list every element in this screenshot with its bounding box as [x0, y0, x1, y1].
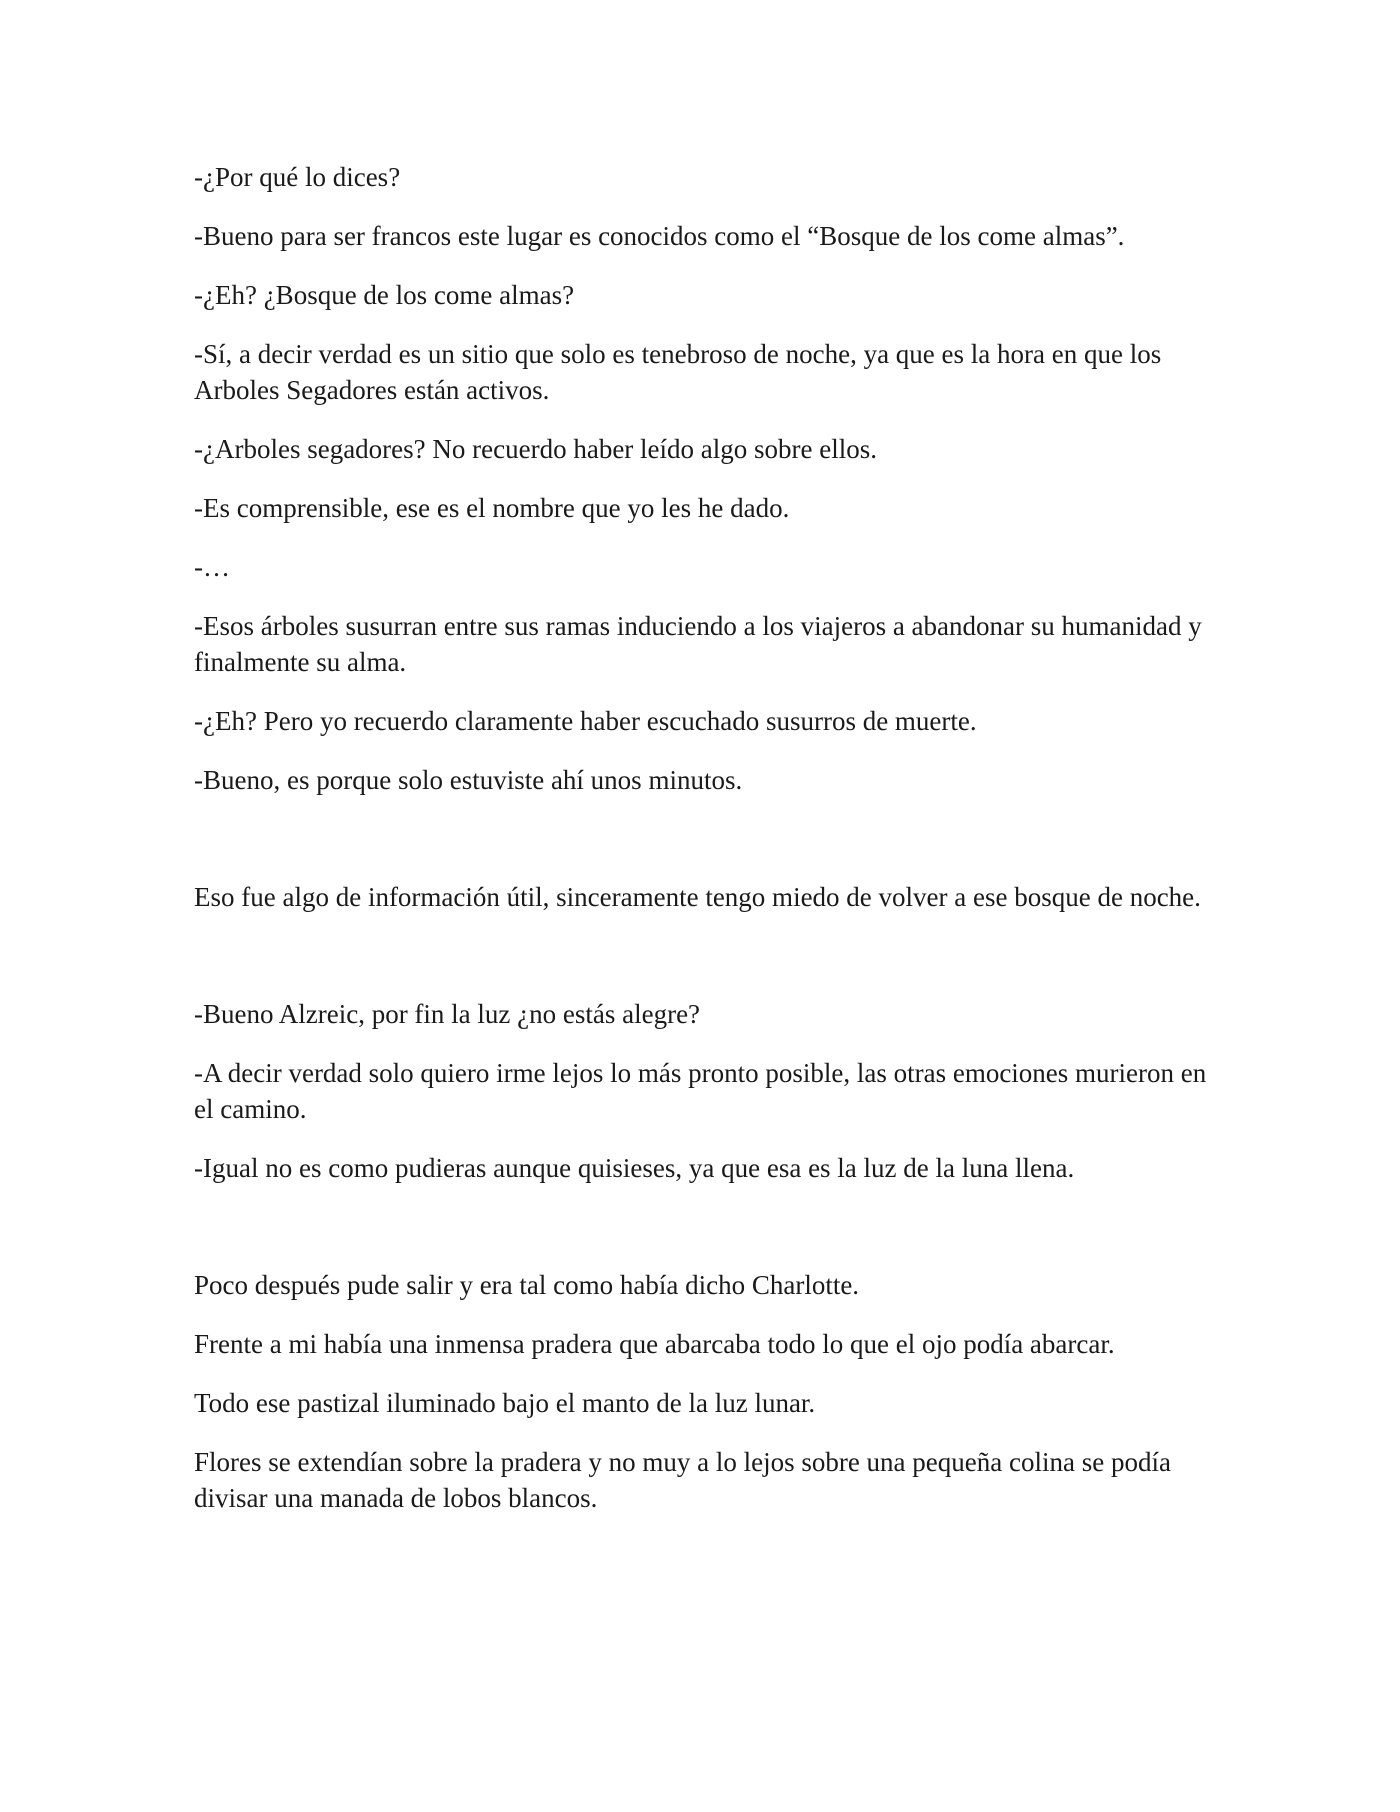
narration-paragraph: Frente a mi había una inmensa pradera que abarcaba todo lo que el ojo podía abarcar. [194, 1329, 1115, 1359]
dialogue-line: -Es comprensible, ese es el nombre que yo les he dado. [194, 493, 790, 523]
section-break [194, 821, 1214, 879]
dialogue-line: -Bueno para ser francos este lugar es conocidos como el “Bosque de los come almas”. [194, 221, 1125, 251]
dialogue-line: -¿Eh? ¿Bosque de los come almas? [194, 280, 575, 310]
dialogue-line: -Sí, a decir verdad es un sitio que solo es tenebroso de noche, ya que es la hora en que los Arboles Segadores están activos. [194, 339, 1162, 405]
section-break [194, 1209, 1214, 1267]
narration-paragraph: Todo ese pastizal iluminado bajo el manto de la luz lunar. [194, 1388, 816, 1418]
dialogue-line: -¿Eh? Pero yo recuerdo claramente haber escuchado susurros de muerte. [194, 706, 977, 736]
section-break [194, 938, 1214, 996]
dialogue-line: -A decir verdad solo quiero irme lejos lo más pronto posible, las otras emociones murieron en el camino. [194, 1058, 1207, 1124]
dialogue-line: -Bueno Alzreic, por fin la luz ¿no estás alegre? [194, 999, 701, 1029]
dialogue-line: -Bueno, es porque solo estuviste ahí unos minutos. [194, 765, 743, 795]
narration-paragraph: Flores se extendían sobre la pradera y no muy a lo lejos sobre una pequeña colina se podía divisar una manada de lobos blancos. [194, 1447, 1171, 1513]
narration-paragraph: Poco después pude salir y era tal como había dicho Charlotte. [194, 1270, 860, 1300]
dialogue-line: -Esos árboles susurran entre sus ramas induciendo a los viajeros a abandonar su humanidad y finalmente su alma. [194, 611, 1202, 677]
narration-paragraph: Eso fue algo de información útil, sinceramente tengo miedo de volver a ese bosque de noche. [194, 882, 1201, 912]
dialogue-line: -¿Por qué lo dices? [194, 162, 401, 192]
document-body [194, 159, 1214, 1539]
dialogue-line: -Igual no es como pudieras aunque quisieses, ya que esa es la luz de la luna llena. [194, 1153, 1075, 1183]
dialogue-line: -¿Arboles segadores? No recuerdo haber leído algo sobre ellos. [194, 434, 877, 464]
dialogue-line: -… [194, 552, 230, 582]
